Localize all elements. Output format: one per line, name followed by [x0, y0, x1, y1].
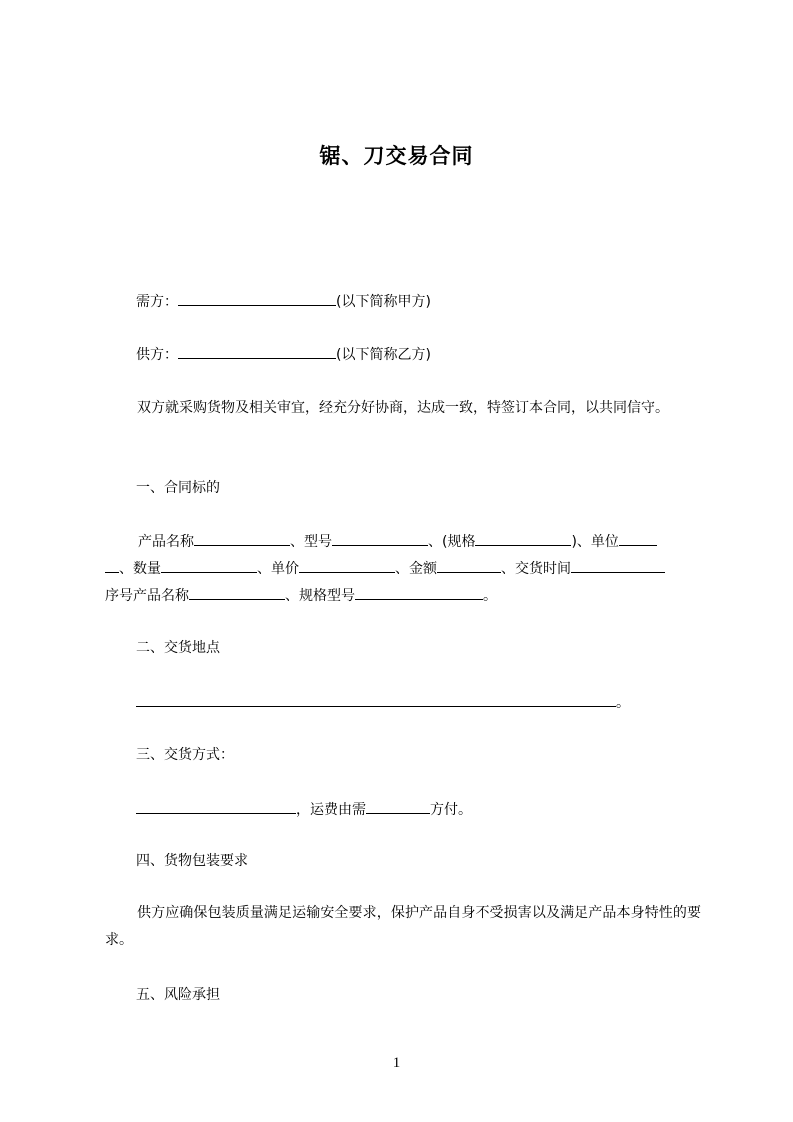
unit-blank: [619, 531, 657, 546]
delivery-location-line: [136, 692, 630, 713]
section-2-heading: 二、交货地点: [136, 640, 220, 656]
unit-price-blank: [299, 558, 395, 573]
product-name-label: 产品名称: [138, 534, 194, 550]
delivery-method-line: [136, 799, 472, 820]
serial-product-name-blank: [189, 585, 285, 600]
section-4-heading: 四、货物包装要求: [136, 853, 248, 869]
supplier-blank: [178, 344, 336, 359]
intro-paragraph: 双方就采购货物及相关审宜，经充分好协商，达成一致，特签订本合同，以共同信守。: [137, 400, 669, 416]
section-1-row-2: [105, 558, 665, 579]
section-1-row-1: [138, 531, 657, 552]
document-title: 锯、刀交易合同: [319, 144, 474, 168]
model-label: 、型号: [290, 534, 332, 550]
delivery-location-blank: [136, 692, 616, 707]
freight-payer-blank: [366, 799, 430, 814]
buyer-blank: [178, 291, 336, 306]
serial-product-name-label: 序号产品名称: [105, 588, 189, 604]
spec-open-label: 、(规格: [428, 534, 476, 550]
delivery-time-blank: [571, 558, 665, 573]
section-1-end: 。: [483, 588, 497, 604]
delivery-method-blank: [136, 799, 296, 814]
quantity-blank: [161, 558, 257, 573]
packaging-paragraph: 供方应确保包装质量满足运输安全要求，保护产品自身不受损害以及满足产品本身特性的要求。: [105, 905, 701, 948]
product-name-blank: [194, 531, 290, 546]
page-number: 1: [392, 1055, 401, 1071]
supplier-line: [136, 344, 431, 365]
delivery-time-label: 、交货时间: [501, 561, 571, 577]
buyer-line: [136, 291, 431, 312]
buyer-suffix: (以下简称甲方): [336, 294, 431, 310]
unit-price-label: 、单价: [257, 561, 299, 577]
unit-label: )、单位: [571, 534, 619, 550]
freight-label: ，运费由需: [296, 802, 366, 818]
supplier-label: 供方：: [136, 347, 178, 363]
model-blank: [332, 531, 428, 546]
amount-blank: [437, 558, 501, 573]
section-2-end: 。: [616, 695, 630, 711]
section-1-heading: 一、合同标的: [136, 480, 220, 496]
freight-pay-label: 方付。: [430, 802, 472, 818]
section-5-heading: 五、风险承担: [136, 987, 220, 1003]
quantity-label: 、数量: [119, 561, 161, 577]
buyer-label: 需方：: [136, 294, 178, 310]
spec-model-label: 、规格型号: [285, 588, 355, 604]
spec-model-blank: [355, 585, 483, 600]
section-1-row-3: [105, 585, 497, 606]
spec-blank: [475, 531, 571, 546]
unit-blank-continued: [105, 558, 119, 573]
section-3-heading: 三、交货方式：: [136, 747, 234, 763]
amount-label: 、金额: [395, 561, 437, 577]
supplier-suffix: (以下简称乙方): [336, 347, 431, 363]
